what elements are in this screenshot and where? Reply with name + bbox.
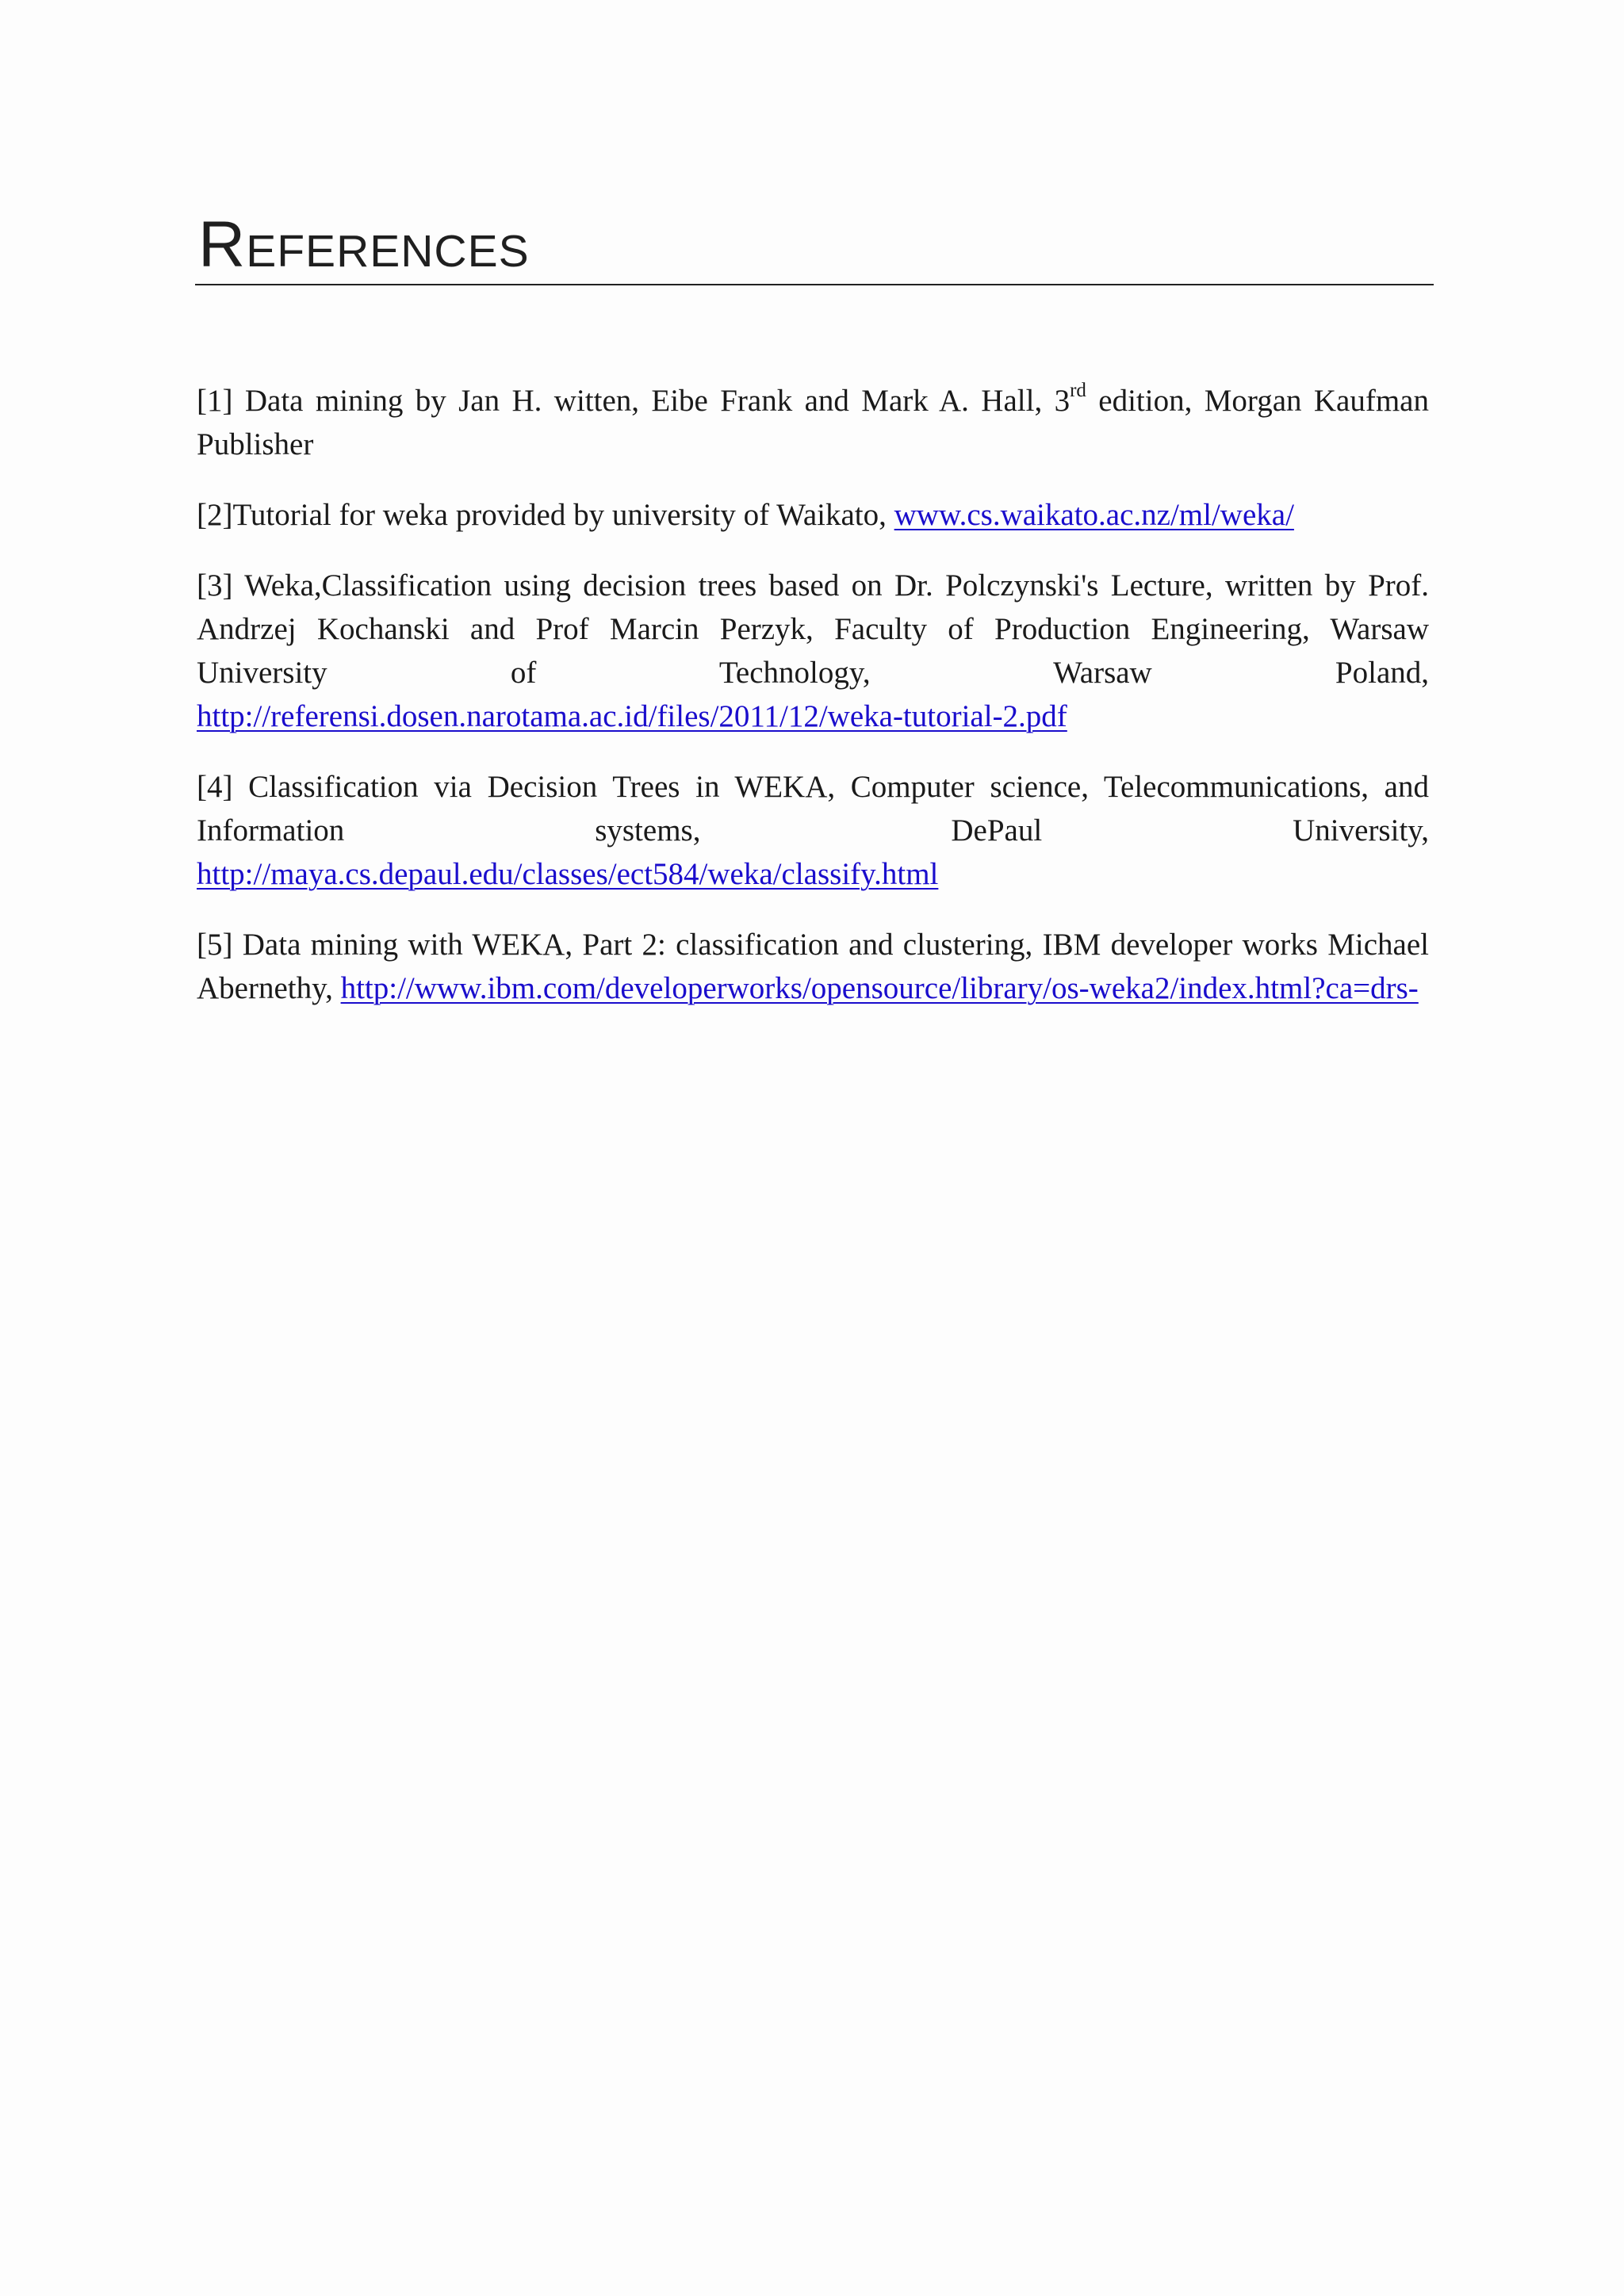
reference-item-1 xyxy=(197,379,1429,466)
reference-1-superscript: rd xyxy=(1070,380,1086,401)
references-heading xyxy=(195,197,1434,285)
reference-item-5 xyxy=(197,923,1429,1010)
reference-2-text: [2]Tutorial for weka provided by university of Waikato, xyxy=(197,498,894,532)
reference-4-link[interactable]: http://maya.cs.depaul.edu/classes/ect584/weka/classify.html xyxy=(197,857,939,891)
page-title: References xyxy=(198,209,530,281)
reference-1-text: [1] Data mining by Jan H. witten, Eibe Frank and Mark A. Hall, 3 xyxy=(197,384,1071,418)
reference-4-text: [4] Classification via Decision Trees in WEKA, Computer science, Telecommunications, and Information systems, DePaul University, xyxy=(197,770,1429,848)
reference-list xyxy=(197,379,1429,1037)
reference-item-3 xyxy=(197,564,1429,738)
reference-item-2 xyxy=(197,493,1429,537)
reference-1-text-end: edition, Morgan Kaufman Publisher xyxy=(197,384,1429,461)
reference-5-link[interactable]: http://www.ibm.com/developerworks/opensource/library/os-weka2/index.html?ca=drs- xyxy=(340,971,1419,1005)
reference-3-link[interactable]: http://referensi.dosen.narotama.ac.id/files/2011/12/weka-tutorial-2.pdf xyxy=(197,699,1067,733)
reference-item-4 xyxy=(197,765,1429,896)
reference-2-link[interactable]: www.cs.waikato.ac.nz/ml/weka/ xyxy=(894,498,1294,532)
reference-3-text: [3] Weka,Classification using decision trees based on Dr. Polczynski's Lecture, written by Prof. Andrzej Kochanski and Prof Marcin Perzyk, Faculty of Production Engineering, Warsaw University of Technology, Warsaw Poland, xyxy=(197,568,1429,690)
reference-5-text: [5] Data mining with WEKA, Part 2: classification and clustering, IBM developer works Michael Abernethy, xyxy=(197,928,1429,1005)
